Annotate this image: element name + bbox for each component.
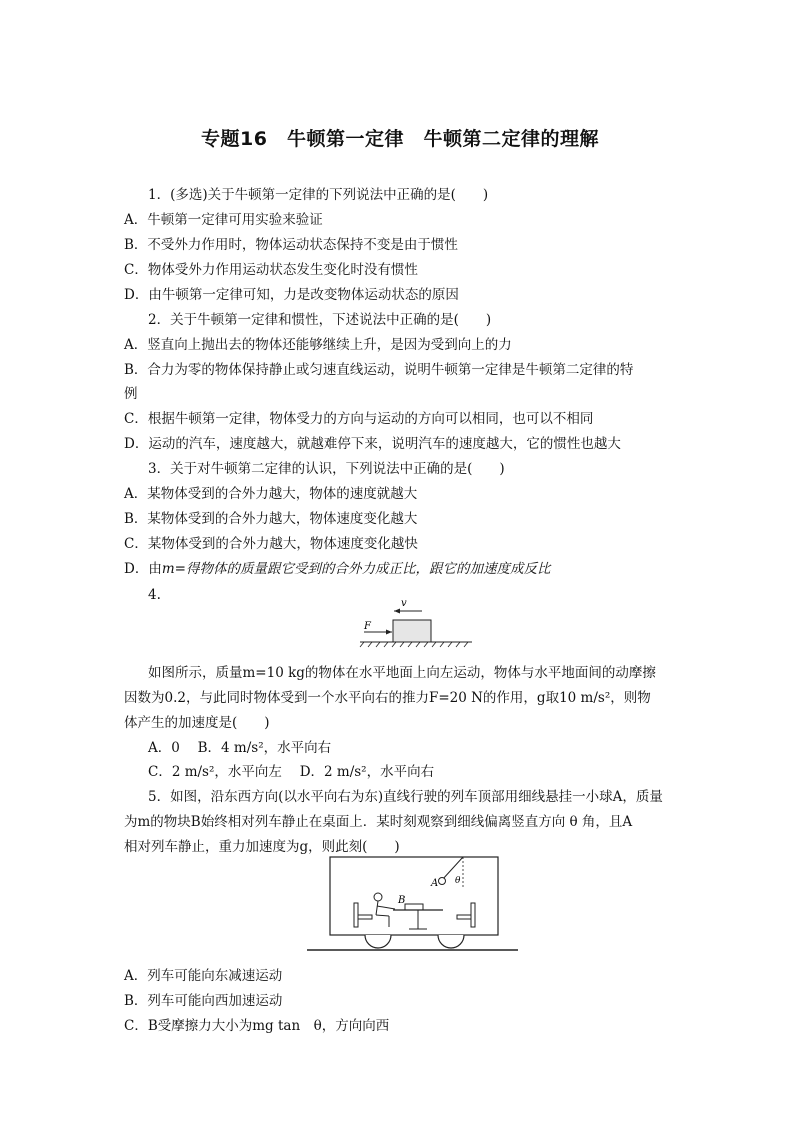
q2-option-b: B．合力为零的物体保持静止或匀速直线运动，说明牛顿第一定律是牛顿第二定律的特: [124, 362, 634, 378]
q4-force-label: F: [364, 621, 371, 632]
q4-number: 4.: [148, 587, 161, 603]
velocity-arrow-icon: [394, 609, 400, 614]
q4-paragraph-line-1: 如图所示，质量m=10 kg的物体在水平地面上向左运动，物体与水平地面间的动摩擦: [148, 665, 656, 681]
block-b-label: B: [398, 895, 406, 906]
ball-a-label: A: [431, 878, 439, 889]
q3-option-d: [124, 560, 550, 578]
q4-figure: [350, 595, 480, 653]
q3-option-c: C．某物体受到的合外力越大，物体速度变化越快: [124, 536, 418, 552]
q3-option-a: A．某物体受到的合外力越大，物体的速度就越大: [124, 486, 418, 502]
q1-option-d: D．由牛顿第一定律可知，力是改变物体运动状态的原因: [124, 287, 459, 303]
q2-stem: 2．关于牛顿第一定律和惯性，下述说法中正确的是( ): [148, 312, 492, 328]
q1-option-a: A．牛顿第一定律可用实验来验证: [124, 212, 323, 228]
q5-train-figure: [305, 853, 520, 958]
q5-paragraph-line-3: 相对列车静止，重力加速度为g，则此刻( ): [124, 839, 400, 855]
q3-stem: 3．关于对牛顿第二定律的认识，下列说法中正确的是( ): [148, 461, 505, 477]
q4-ground-hatch: [360, 642, 468, 647]
q5-option-c: C．B受摩擦力大小为mg tan θ，方向向西: [124, 1018, 390, 1034]
ball-a: [439, 878, 446, 885]
q4-paragraph-line-2: 因数为0.2，与此同时物体受到一个水平向右的推力F=20 N的作用，g取10 m/s²，则物: [124, 690, 651, 706]
q4-velocity-label: v: [401, 598, 407, 609]
q3-option-b: B．某物体受到的合外力越大，物体速度变化越大: [124, 511, 418, 527]
q4-paragraph-line-3: 体产生的加速度是( ): [124, 715, 270, 731]
q1-stem: 1．(多选)关于牛顿第一定律的下列说法中正确的是( ): [148, 187, 489, 203]
q2-option-d: D．运动的汽车，速度越大，就越难停下来，说明汽车的速度越大，它的惯性也越大: [124, 436, 621, 452]
page-title: 专题16 牛顿第一定律 牛顿第二定律的理解: [201, 128, 599, 150]
q1-option-b: B．不受外力作用时，物体运动状态保持不变是由于惯性: [124, 237, 458, 253]
q5-option-a: A．列车可能向东减速运动: [124, 968, 283, 984]
q2-option-a: A．竖直向上抛出去的物体还能够继续上升，是因为受到向上的力: [124, 337, 512, 353]
q3-option-d-variable: m: [161, 561, 175, 577]
q5-paragraph-line-2: 为m的物块B始终相对列车静止在桌面上．某时刻观察到细线偏离竖直方向 θ 角，且A: [124, 814, 633, 830]
q4-options-ab: A．0 B．4 m/s²，水平向右: [148, 740, 332, 756]
q3-option-d-text: =得物体的质量跟它受到的合外力成正比，跟它的加速度成反比: [174, 561, 551, 577]
theta-label: θ: [455, 876, 461, 886]
q4-options-cd: C．2 m/s²，水平向左 D．2 m/s²，水平向右: [148, 764, 435, 780]
q2-option-b-continued: 例: [124, 386, 138, 402]
q5-paragraph-line-1: 5．如图，沿东西方向(以水平向右为东)直线行驶的列车顶部用细线悬挂一小球A，质量: [148, 789, 663, 805]
force-arrow-icon: [386, 630, 392, 635]
q1-option-c: C．物体受外力作用运动状态发生变化时没有惯性: [124, 262, 418, 278]
block-b: [405, 904, 423, 910]
wheel-right: [438, 935, 464, 948]
q5-option-b: B．列车可能向西加速运动: [124, 993, 283, 1009]
q4-block: [393, 620, 431, 642]
q2-option-c: C．根据牛顿第一定律，物体受力的方向与运动的方向可以相同，也可以不相同: [124, 411, 594, 427]
wheel-left: [365, 935, 391, 948]
person-head: [374, 893, 382, 901]
q3-option-d-prefix: D．由: [124, 561, 162, 577]
